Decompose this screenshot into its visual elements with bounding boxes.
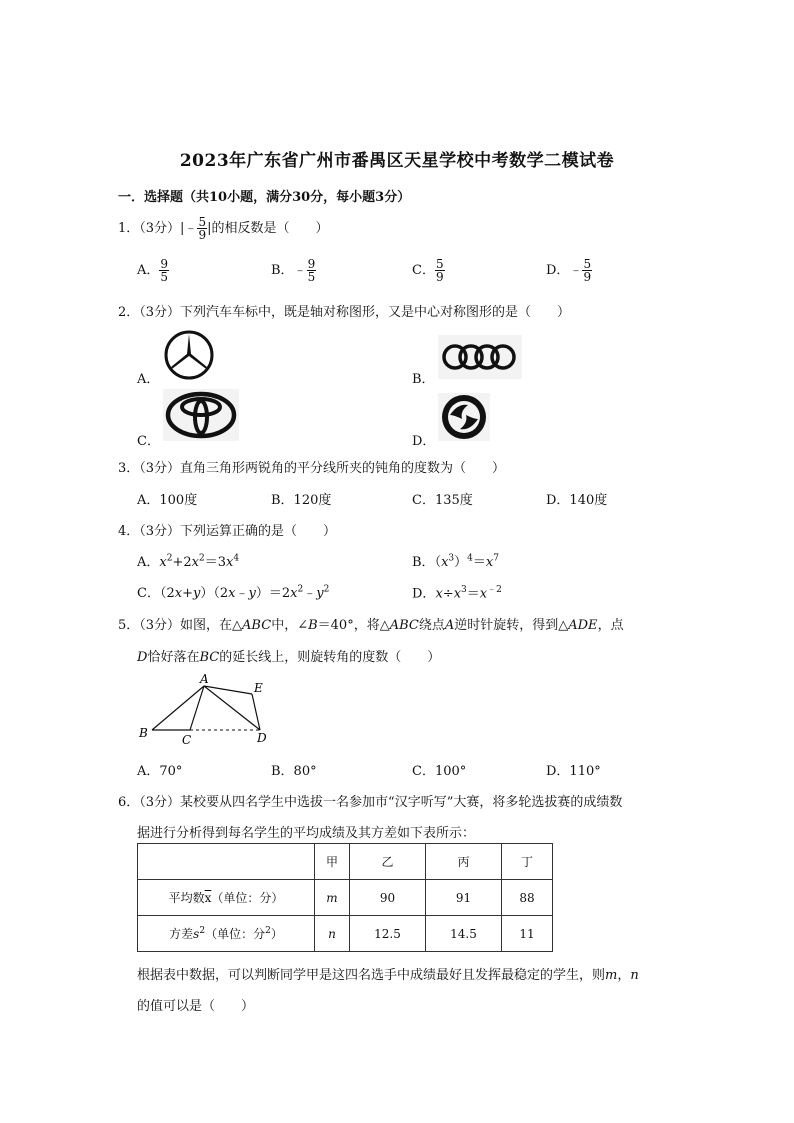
section-heading: 一．选择题（共10小题，满分30分，每小题3分） (118, 190, 411, 205)
q4-option-d[interactable]: D．$x\div x^3=x^{﹣2}$ (412, 585, 502, 602)
question-6-line-3: 根据表中数据，可以判断同学甲是这四名选手中成绩最好且发挥最稳定的学生，则m，n (137, 968, 639, 983)
q3-option-d[interactable]: D．140度 (546, 493, 608, 508)
q1-option-c[interactable]: C． $\frac{5}{9}$ (412, 257, 444, 284)
question-6-line-4: 的值可以是（ ） (137, 999, 255, 1014)
q1-prefix: 1．（3分）|﹣ (118, 221, 198, 236)
table-row: 方差$s^2$（单位：分$^2$） n 12.5 14.5 11 (138, 916, 553, 952)
row-label-variance: 方差$s^2$（单位：分$^2$） (138, 916, 315, 952)
table-row: 平均数$\overline{x}$（单位：分） m 90 91 88 (138, 880, 553, 916)
dongfeng-logo-icon (438, 393, 490, 441)
question-4: 4．（3分）下列运算正确的是（ ） (118, 524, 337, 539)
page-title: 2023年广东省广州市番禺区天星学校中考数学二模试卷 (179, 151, 615, 171)
q5-option-d[interactable]: D．110° (546, 764, 601, 779)
mercedes-logo-icon (163, 329, 215, 381)
question-5-line-1: 5．（3分）如图，在△ABC中，∠B＝40°，将△ABC绕点A逆时针旋转，得到△ADE，点 (118, 618, 624, 633)
q2-option-b[interactable]: B． (412, 372, 435, 387)
q3-option-b[interactable]: B．120度 (271, 493, 332, 508)
q2-option-d[interactable]: D． (412, 434, 436, 449)
q2-option-a[interactable]: A． (137, 372, 160, 387)
q1-option-b[interactable]: B．﹣ $\frac{9}{5}$ (271, 257, 316, 284)
q3-option-c[interactable]: C．135度 (412, 493, 473, 508)
point-label-d: D (257, 731, 267, 745)
audi-logo-icon (438, 335, 522, 379)
q4-option-a[interactable]: A．$x^2+2x^2=3x^4$ (137, 553, 240, 570)
q5-option-a[interactable]: A．70° (137, 764, 183, 779)
scores-table (137, 843, 553, 952)
point-label-b: B (139, 726, 148, 740)
q4-option-c[interactable]: C．$(2x+y)(2x﹣y)=2x^2﹣y^2$ (137, 584, 330, 601)
question-1 (118, 216, 328, 241)
point-label-c: C (182, 733, 192, 747)
q1-option-d[interactable]: D．﹣ $\frac{5}{9}$ (546, 257, 592, 284)
toyota-logo-icon (163, 389, 239, 441)
row-label-mean: 平均数$\overline{x}$（单位：分） (138, 880, 315, 916)
question-5-line-2: D恰好落在BC的延长线上，则旋转角的度数（ ） (137, 650, 441, 665)
question-6-line-2: 据进行分析得到每名学生的平均成绩及其方差如下表所示： (137, 826, 476, 841)
point-label-a: A (200, 672, 209, 686)
q1-fraction: $\frac{5}{9}$ (198, 215, 207, 242)
question-2: 2．（3分）下列汽车车标中，既是轴对称图形，又是中心对称图形的是（ ） (118, 305, 571, 320)
q5-option-c[interactable]: C．100° (412, 764, 467, 779)
q1-option-a[interactable]: A． $\frac{9}{5}$ (137, 257, 169, 284)
table-header-row: 甲 乙 丙 丁 (138, 844, 553, 880)
q4-option-b[interactable]: B．$(x^3)^4=x^7$ (412, 553, 499, 570)
point-label-e: E (254, 681, 263, 695)
q2-option-c[interactable]: C． (137, 434, 160, 449)
question-6-line-1: 6．（3分）某校要从四名学生中选拔一名参加市“汉字听写”大赛，将多轮选拔赛的成绩数 (118, 795, 623, 810)
triangle-rotation-figure (132, 670, 282, 750)
q5-option-b[interactable]: B．80° (271, 764, 317, 779)
question-3: 3．（3分）直角三角形两锐角的平分线所夹的钝角的度数为（ ） (118, 461, 506, 476)
q3-option-a[interactable]: A．100度 (137, 493, 198, 508)
q1-suffix: |的相反数是（ ） (207, 221, 329, 236)
